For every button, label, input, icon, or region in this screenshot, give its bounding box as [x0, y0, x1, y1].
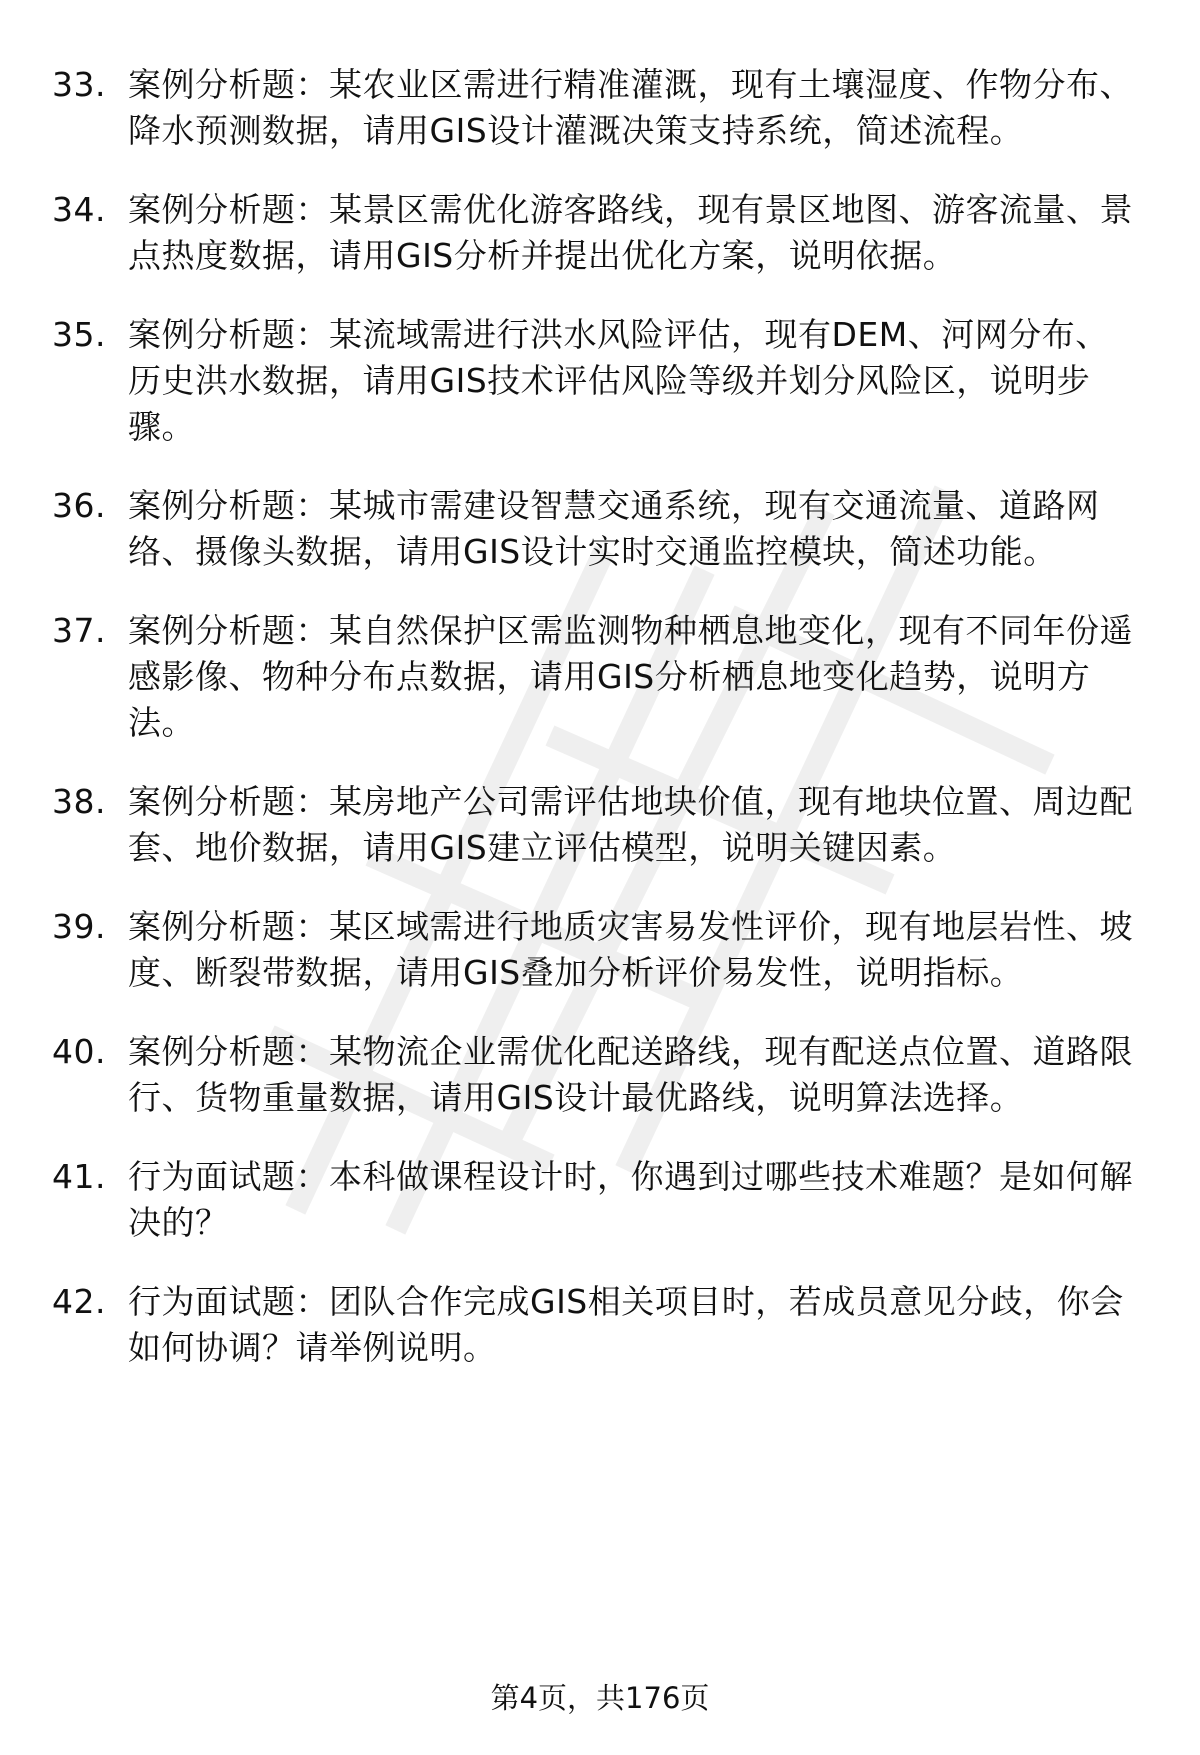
question-text: 案例分析题：某区域需进行地质灾害易发性评价，现有地层岩性、坡度、断裂带数据，请用GIS叠加分析评价易发性，说明指标。	[128, 907, 1133, 992]
question-list	[0, 62, 1200, 1404]
question-text: 案例分析题：某农业区需进行精准灌溉，现有土壤湿度、作物分布、降水预测数据，请用GIS设计灌溉决策支持系统，简述流程。	[128, 65, 1133, 150]
question-number: 41.	[52, 1157, 106, 1196]
question-item	[0, 1279, 1200, 1371]
question-number: 42.	[52, 1282, 106, 1321]
question-text: 案例分析题：某城市需建设智慧交通系统，现有交通流量、道路网络、摄像头数据，请用GIS设计实时交通监控模块，简述功能。	[128, 486, 1100, 571]
question-number: 38.	[52, 782, 106, 821]
question-number: 36.	[52, 486, 106, 525]
question-number: 35.	[52, 315, 106, 354]
question-text: 行为面试题：本科做课程设计时，你遇到过哪些技术难题？是如何解决的？	[128, 1157, 1133, 1242]
question-item	[0, 62, 1200, 154]
question-text: 案例分析题：某景区需优化游客路线，现有景区地图、游客流量、景点热度数据，请用GIS分析并提出优化方案，说明依据。	[128, 190, 1133, 275]
question-item	[0, 312, 1200, 450]
question-item	[0, 483, 1200, 575]
question-item	[0, 187, 1200, 279]
question-number: 37.	[52, 611, 106, 650]
question-item	[0, 779, 1200, 871]
question-number: 34.	[52, 190, 106, 229]
question-number: 40.	[52, 1032, 106, 1071]
question-number: 39.	[52, 907, 106, 946]
question-item	[0, 904, 1200, 996]
page-footer	[0, 1678, 1200, 1718]
question-text: 行为面试题：团队合作完成GIS相关项目时，若成员意见分歧，你会如何协调？请举例说明。	[128, 1282, 1124, 1367]
question-text: 案例分析题：某自然保护区需监测物种栖息地变化，现有不同年份遥感影像、物种分布点数据，请用GIS分析栖息地变化趋势，说明方法。	[128, 611, 1133, 742]
question-item	[0, 1029, 1200, 1121]
question-text: 案例分析题：某房地产公司需评估地块价值，现有地块位置、周边配套、地价数据，请用GIS建立评估模型，说明关键因素。	[128, 782, 1133, 867]
question-text: 案例分析题：某流域需进行洪水风险评估，现有DEM、河网分布、历史洪水数据，请用GIS技术评估风险等级并划分风险区，说明步骤。	[128, 315, 1109, 446]
question-item	[0, 608, 1200, 746]
question-text: 案例分析题：某物流企业需优化配送路线，现有配送点位置、道路限行、货物重量数据，请用GIS设计最优路线，说明算法选择。	[128, 1032, 1133, 1117]
page-number-label: 第4页，共176页	[490, 1681, 710, 1715]
question-number: 33.	[52, 65, 106, 104]
question-item	[0, 1154, 1200, 1246]
